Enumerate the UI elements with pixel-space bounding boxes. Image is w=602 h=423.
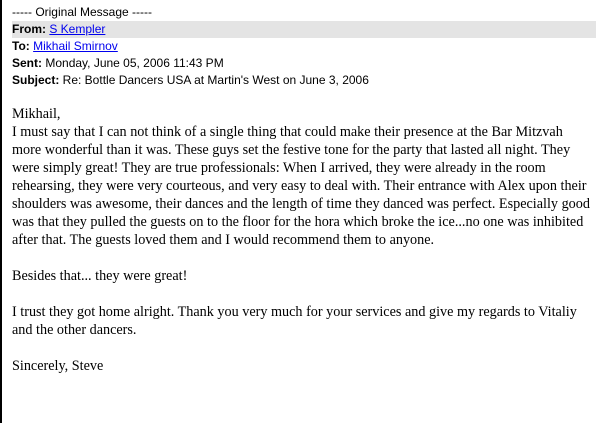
message-body [12,105,602,375]
message-header [12,0,602,89]
from-label: From: [12,22,50,36]
body-paragraph-2: Besides that... they were great! [12,268,188,284]
sent-value: Monday, June 05, 2006 11:43 PM [45,56,224,70]
original-message-separator: ----- Original Message ----- [12,5,153,19]
closing-signature: Sincerely, Steve [12,358,104,374]
to-label: To: [12,39,34,53]
body-paragraph-1: I must say that I can not think of a single thing that could make their presence at the Bar Mitzvah more wonderful than it was. These guys set the festive tone for the party that lasted all night. They were simply great! They are true professionals: When I arrived, they were already in the room rehearsing, they were very courteous, and very easy to deal with. Their entrance with Alex upon their shoulders was awesome, their dances and the length of time they danced was perfect. Especially good was that they pulled the guests on to the floor for the hora which broke the ice...no one was inhibited after that. The guests loved them and I would recommend them to anyone. [12,124,590,248]
subject-value: Re: Bottle Dancers USA at Martin's West on June 3, 2006 [62,73,369,87]
greeting: Mikhail, [12,106,61,122]
to-row [12,38,602,55]
subject-label: Subject: [12,73,63,87]
from-sender-link[interactable]: S Kempler [49,22,106,36]
sent-row [12,55,602,72]
to-recipient-link[interactable]: Mikhail Smirnov [33,39,118,53]
from-row [12,21,596,38]
sent-label: Sent: [12,56,46,70]
subject-row [12,72,602,89]
body-paragraph-3: I trust they got home alright. Thank you very much for your services and give my regards to Vitaliy and the other dancers. [12,304,577,338]
